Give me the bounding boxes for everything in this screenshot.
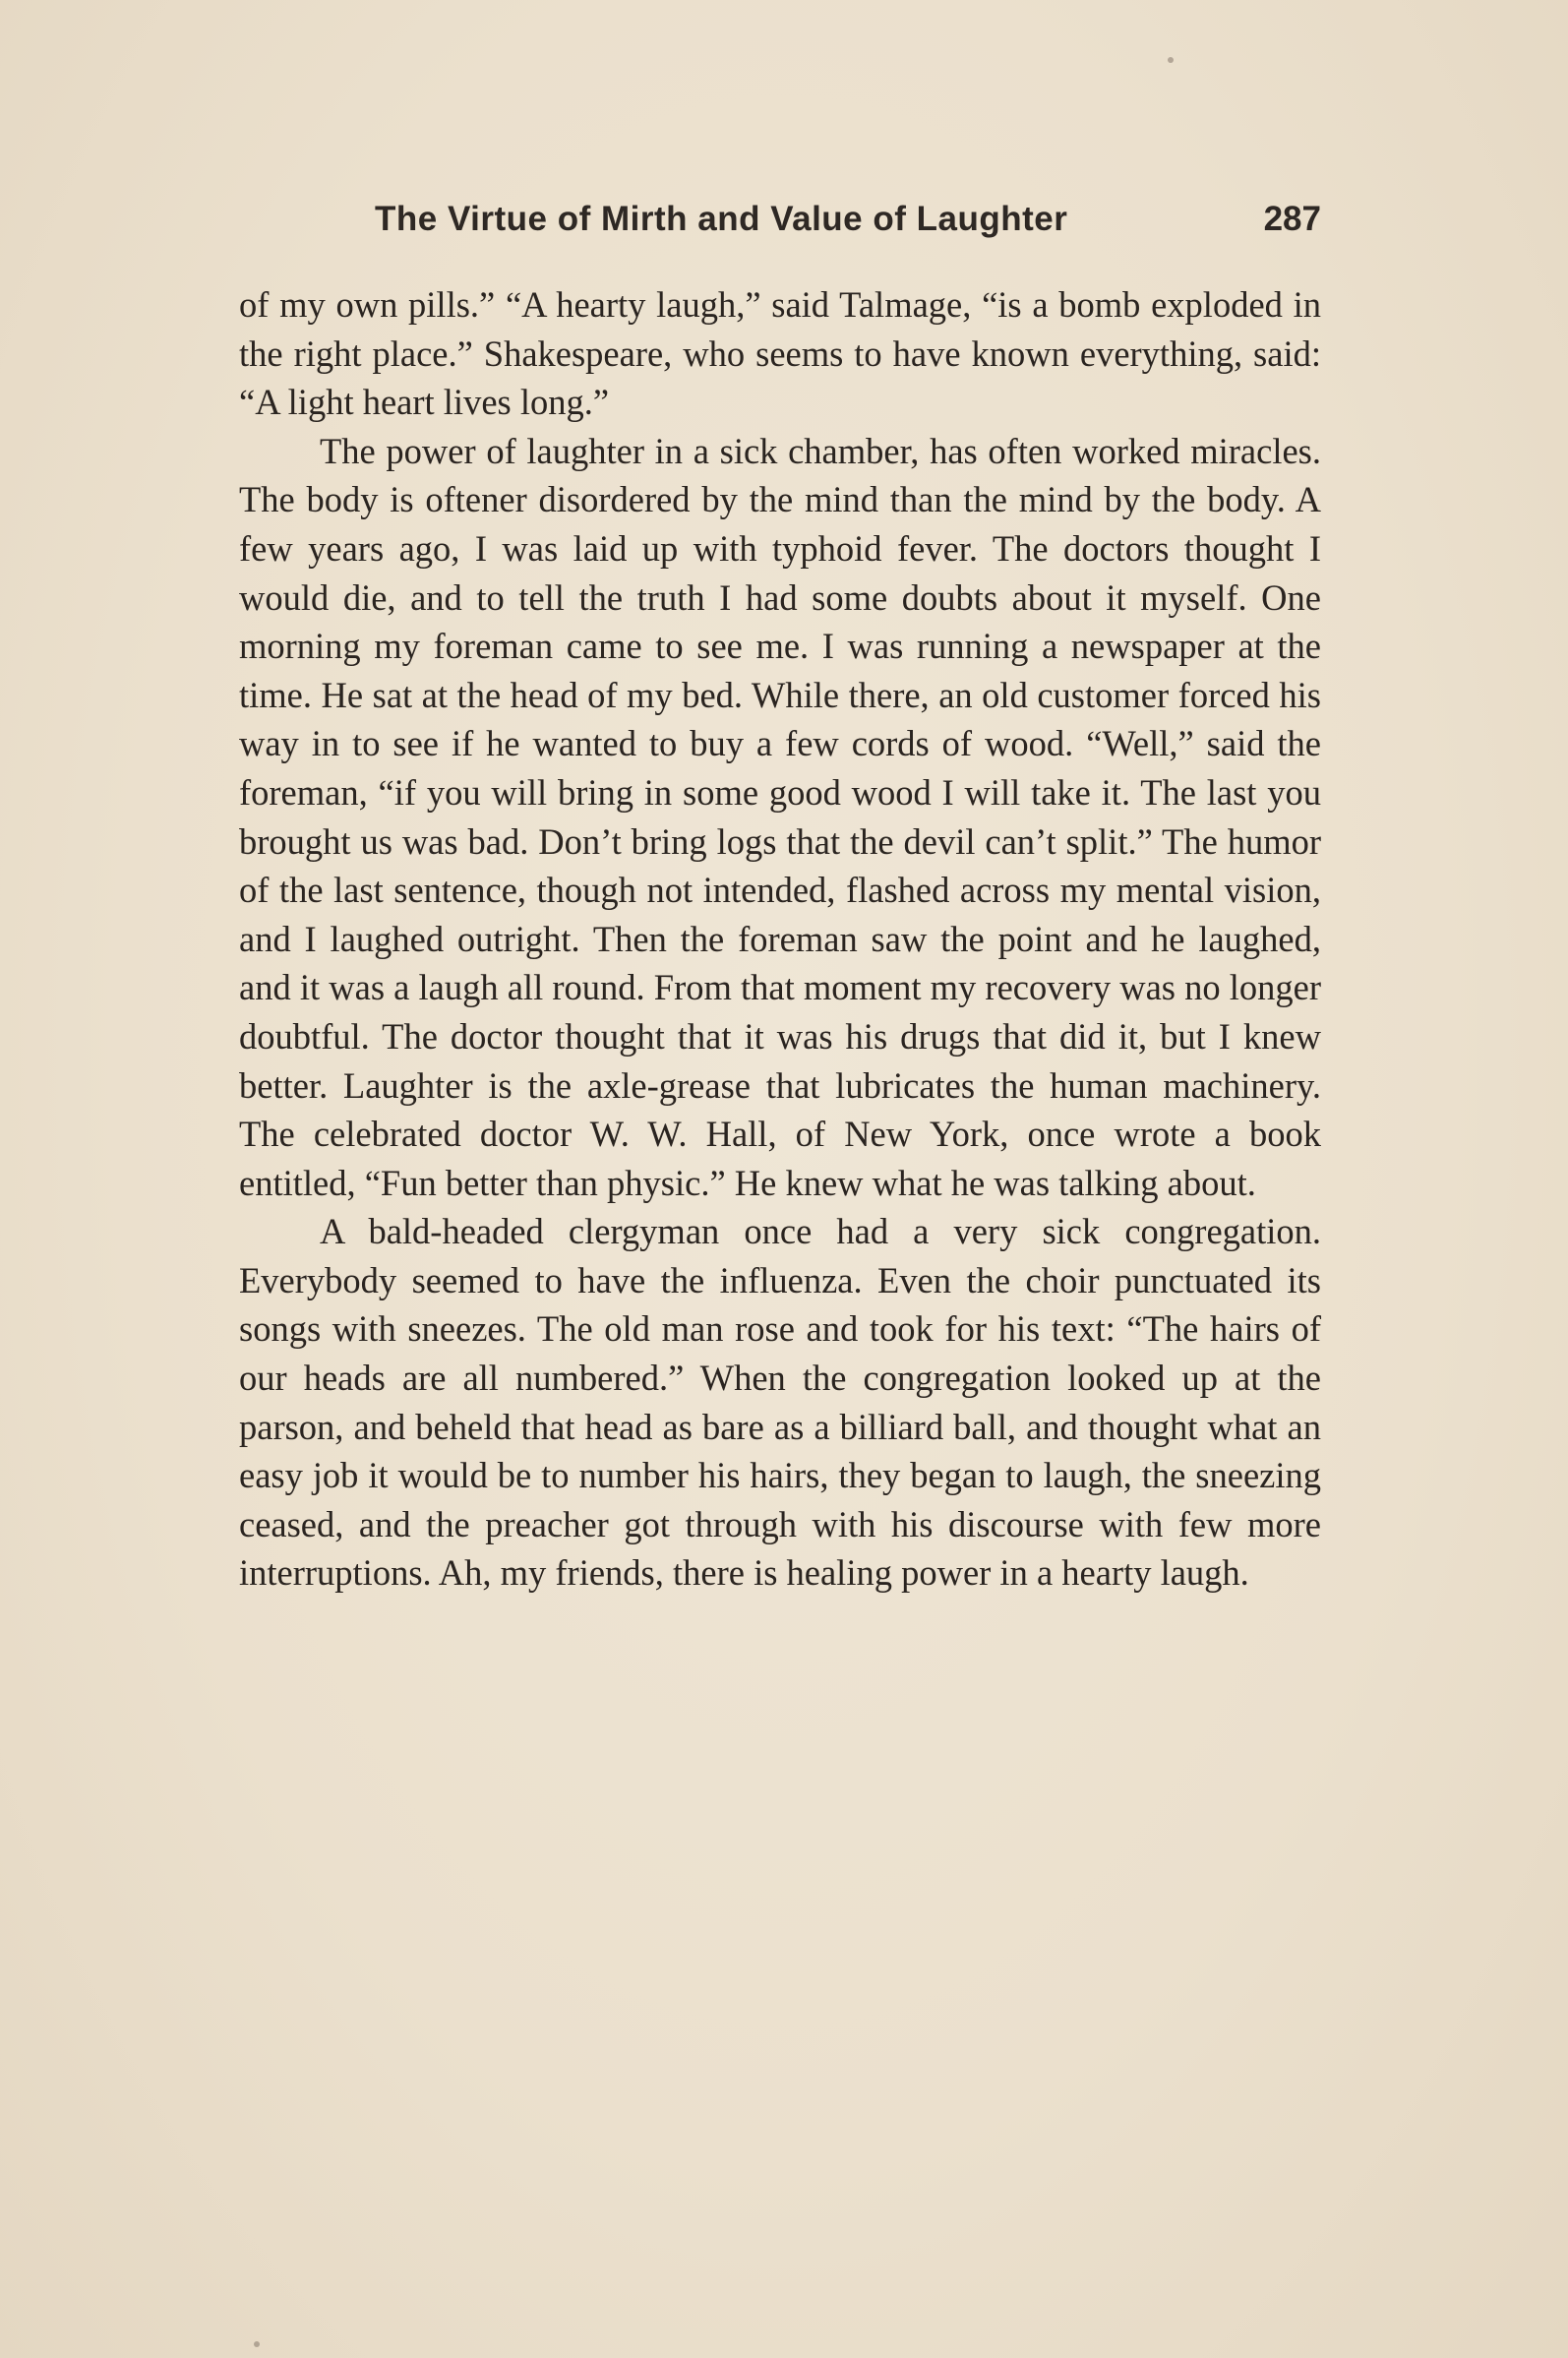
running-head-title: The Virtue of Mirth and Value of Laughter xyxy=(375,200,1068,238)
paragraph-bald-clergyman: A bald-headed clergyman once had a very sick congregation. Everybody seemed to have the influenza. Even the choir punctuated its songs with sneezes. The old man rose and took for his text: “The hairs of our heads are all numbered.” When the congregation looked up at the parson, and beheld that head as bare as a billiard ball, and thought what an easy job it would be to number his hairs, they began to laugh, the sneezing ceased, and the preacher got through with his discourse with few more interruptions. Ah, my friends, there is healing power in a hearty laugh. xyxy=(239,1211,1321,1594)
paragraph-continuation: of my own pills.” “A hearty laugh,” said Talmage, “is a bomb exploded in the right place.” Shakespeare, who seems to have known everything, said: “A light heart lives long.” xyxy=(239,284,1321,423)
paper-speck xyxy=(1168,57,1174,63)
page-number: 287 xyxy=(1263,200,1321,238)
body-text xyxy=(239,280,1321,1598)
paper-speck xyxy=(254,2341,260,2347)
paragraph-sick-chamber: The power of laughter in a sick chamber, has often worked miracles. The body is oftener disordered by the mind than the mind by the body. A few years ago, I was laid up with typhoid fever. The doctors thought I would die, and to tell the truth I had some doubts about it myself. One morning my foreman came to see me. I was running a newspaper at the time. He sat at the head of my bed. While there, an old customer forced his way in to see if he wanted to buy a few cords of wood. “Well,” said the foreman, “if you will bring in some good wood I will take it. The last you brought us was bad. Don’t bring logs that the devil can’t split.” The humor of the last sentence, though not intended, flashed across my mental vision, and I laughed outright. Then the foreman saw the point and he laughed, and it was a laugh all round. From that moment my recovery was no longer doubtful. The doctor thought that it was his drugs that did it, but I knew better. Laughter is the axle-grease that lubricates the human machinery. The celebrated doctor W. W. Hall, of New York, once wrote a book entitled, “Fun better than physic.” He knew what he was talking about. xyxy=(239,430,1321,1203)
running-head xyxy=(239,200,1321,249)
